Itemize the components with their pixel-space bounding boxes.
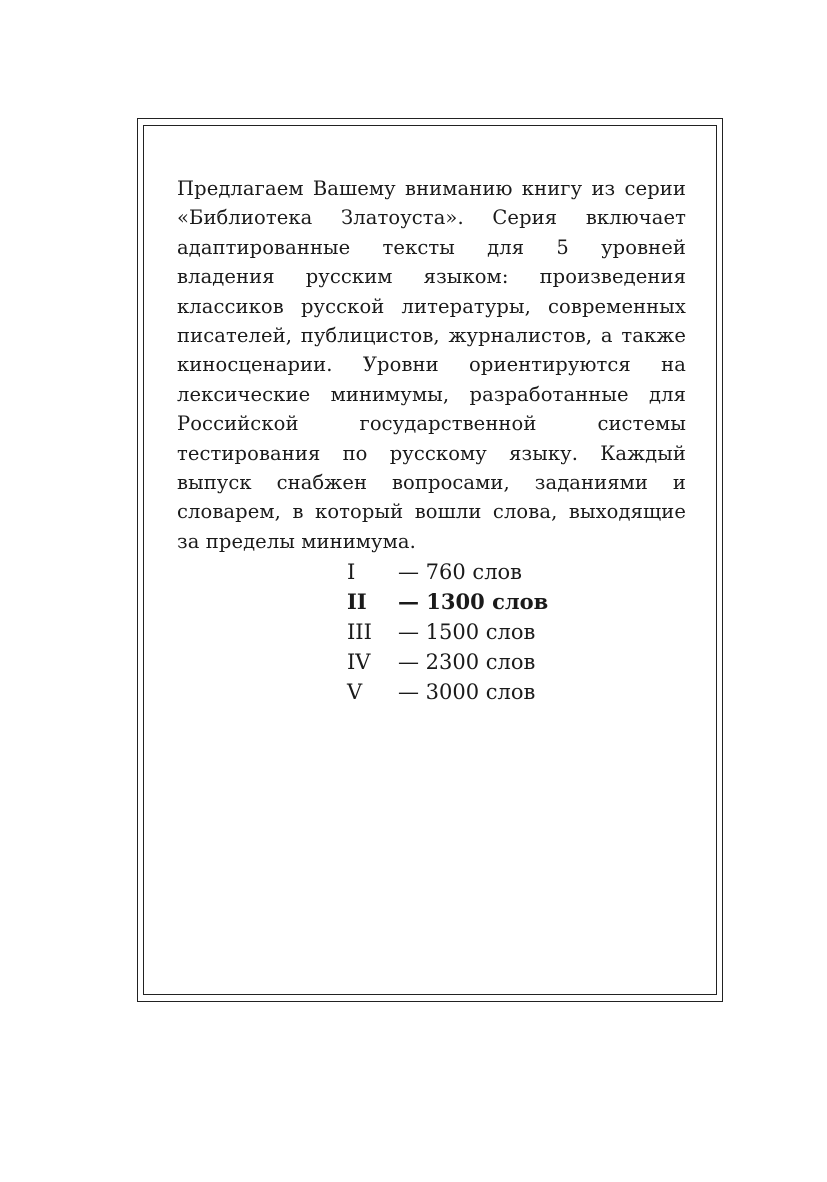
level-numeral: V — [347, 680, 363, 704]
level-word-count: — 2300 слов — [398, 650, 536, 674]
level-list — [347, 557, 607, 707]
level-numeral: II — [347, 589, 367, 614]
level-row-3 — [347, 617, 607, 647]
level-word-count: — 760 слов — [398, 560, 523, 584]
level-word-count: — 1500 слов — [398, 620, 536, 644]
level-word-count: — 3000 слов — [398, 680, 536, 704]
level-row-1 — [347, 557, 607, 587]
level-numeral: I — [347, 560, 356, 584]
level-numeral: III — [347, 620, 372, 644]
level-row-4 — [347, 647, 607, 677]
series-description: Предлагаем Вашему вниманию книгу из серии «Библиотека Златоуста». Серия включает адаптированные тексты для 5 уровней владения русским языком: произведения классиков русской литературы, современных писателей, публицистов, журналистов, а также киносценарии. Уровни ориентируются на лексические минимумы, разработанные для Российской государственной системы тестирования по русскому языку. Каждый выпуск снабжен вопросами, заданиями и словарем, в который вошли слова, выходящие за пределы минимума. — [177, 177, 686, 553]
level-row-5 — [347, 677, 607, 707]
level-row-2 — [347, 587, 607, 617]
level-word-count: — 1300 слов — [398, 589, 549, 614]
level-numeral: IV — [347, 650, 371, 674]
